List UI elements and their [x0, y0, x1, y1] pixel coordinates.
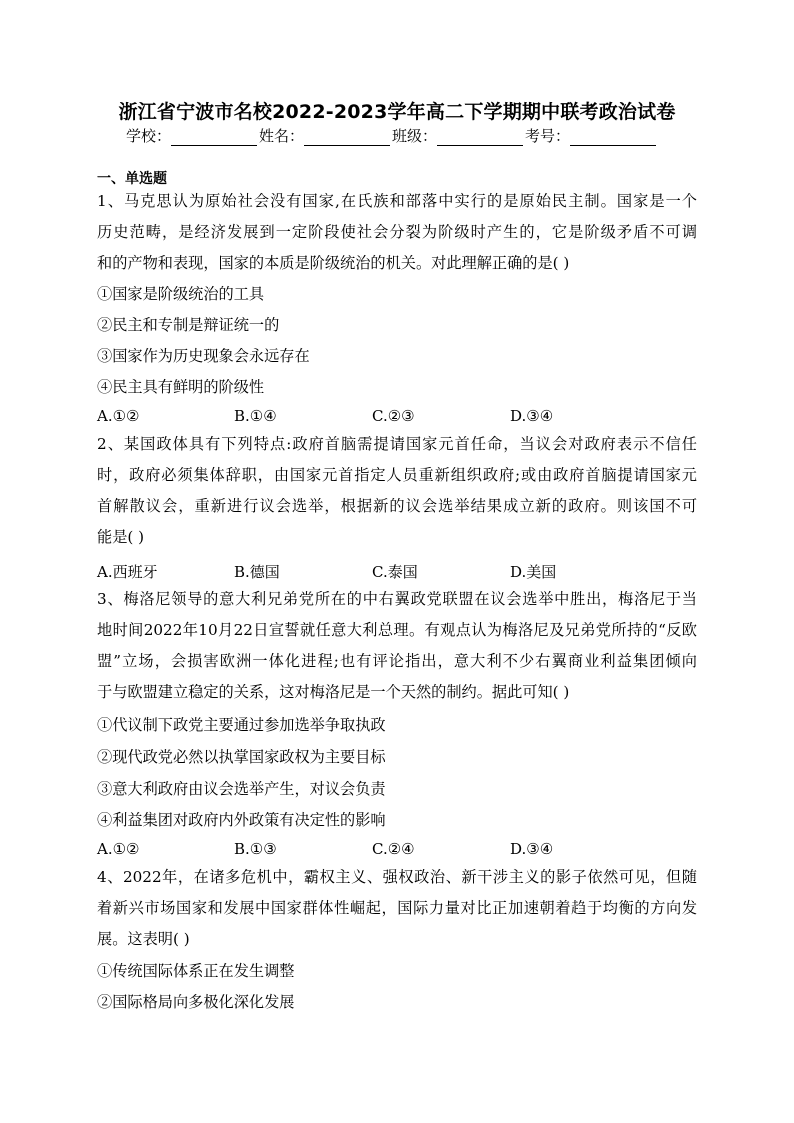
question-1-option-b[interactable]: B.①④: [234, 407, 277, 425]
question-2-line-3: 首解散议会，重新进行议会选举，根据新的议会选举结果成立新的政府。则该国不可: [97, 497, 697, 515]
question-2-option-d[interactable]: D.美国: [510, 563, 557, 581]
class-label: 班级：: [392, 127, 438, 145]
question-4-line-2: 着新兴市场国家和发展中国家群体性崛起，国际力量对比正加速朝着趋于均衡的方向发: [97, 899, 697, 917]
exam-number-label: 考号：: [525, 127, 571, 145]
question-3-line-2: 地时间2022年10月22日宣誓就任意大利总理。有观点认为梅洛尼及兄弟党所持的“反欧: [97, 621, 697, 639]
question-1-statement-4: ④民主具有鲜明的阶级性: [97, 378, 265, 396]
section-title: 一、单选题: [97, 171, 167, 187]
question-2-line-1: 2、某国政体具有下列特点:政府首脑需提请国家元首任命，当议会对政府表示不信任: [97, 435, 697, 453]
question-2-option-b[interactable]: B.德国: [234, 563, 280, 581]
question-2-option-c[interactable]: C.泰国: [372, 563, 418, 581]
school-label: 学校：: [126, 127, 172, 145]
question-3-statement-4: ④利益集团对政府内外政策有决定性的影响: [97, 811, 386, 829]
question-4-statement-1: ①传统国际体系正在发生调整: [97, 962, 295, 980]
question-1-option-c[interactable]: C.②③: [372, 407, 415, 425]
question-1-option-a[interactable]: A.①②: [97, 407, 140, 425]
exam-title: 浙江省宁波市名校2022-2023学年高二下学期期中联考政治试卷: [118, 101, 676, 123]
question-4-line-3: 展。这表明( ): [97, 930, 190, 948]
question-4-line-1: 4、2022年，在诸多危机中，霸权主义、强权政治、新干涉主义的影子依然可见，但随: [97, 868, 697, 886]
question-3-option-d[interactable]: D.③④: [510, 840, 554, 858]
question-2-line-4: 能是( ): [97, 528, 145, 546]
name-blank[interactable]: [304, 131, 390, 146]
school-blank[interactable]: [171, 131, 257, 146]
question-1-statement-2: ②民主和专制是辩证统一的: [97, 316, 280, 334]
question-2-line-2: 时，政府必须集体辞职，由国家元首指定人员重新组织政府;或由政府首脑提请国家元: [97, 466, 697, 484]
question-3-statement-2: ②现代政党必然以执掌国家政权为主要目标: [97, 748, 386, 766]
student-info-row: [126, 125, 658, 146]
question-3-line-4: 于与欧盟建立稳定的关系，这对梅洛尼是一个天然的制约。据此可知( ): [97, 683, 570, 701]
question-1-line-1: 1、马克思认为原始社会没有国家,在氏族和部落中实行的是原始民主制。国家是一个: [97, 192, 697, 210]
question-3-option-c[interactable]: C.②④: [372, 840, 415, 858]
question-2-option-a[interactable]: A.西班牙: [97, 563, 158, 581]
question-3-statement-3: ③意大利政府由议会选举产生，对议会负责: [97, 780, 386, 798]
question-3-statement-1: ①代议制下政党主要通过参加选举争取执政: [97, 716, 386, 734]
question-1-option-d[interactable]: D.③④: [510, 407, 554, 425]
exam-number-blank[interactable]: [570, 131, 656, 146]
question-1-statement-3: ③国家作为历史现象会永远存在: [97, 347, 310, 365]
name-label: 姓名：: [259, 127, 305, 145]
question-3-line-3: 盟”立场，会损害欧洲一体化进程;也有评论指出，意大利不少右翼商业利益集团倾向: [97, 652, 697, 670]
question-3-option-b[interactable]: B.①③: [234, 840, 277, 858]
class-blank[interactable]: [437, 131, 523, 146]
question-1-line-3: 和的产物和表现，国家的本质是阶级统治的机关。对此理解正确的是( ): [97, 254, 570, 272]
question-3-line-1: 3、梅洛尼领导的意大利兄弟党所在的中右翼政党联盟在议会选举中胜出，梅洛尼于当: [97, 590, 697, 608]
question-4-statement-2: ②国际格局向多极化深化发展: [97, 993, 295, 1011]
question-3-option-a[interactable]: A.①②: [97, 840, 140, 858]
question-1-line-2: 历史范畴，是经济发展到一定阶段使社会分裂为阶级时产生的，它是阶级矛盾不可调: [97, 223, 697, 241]
question-1-statement-1: ①国家是阶级统治的工具: [97, 285, 265, 303]
